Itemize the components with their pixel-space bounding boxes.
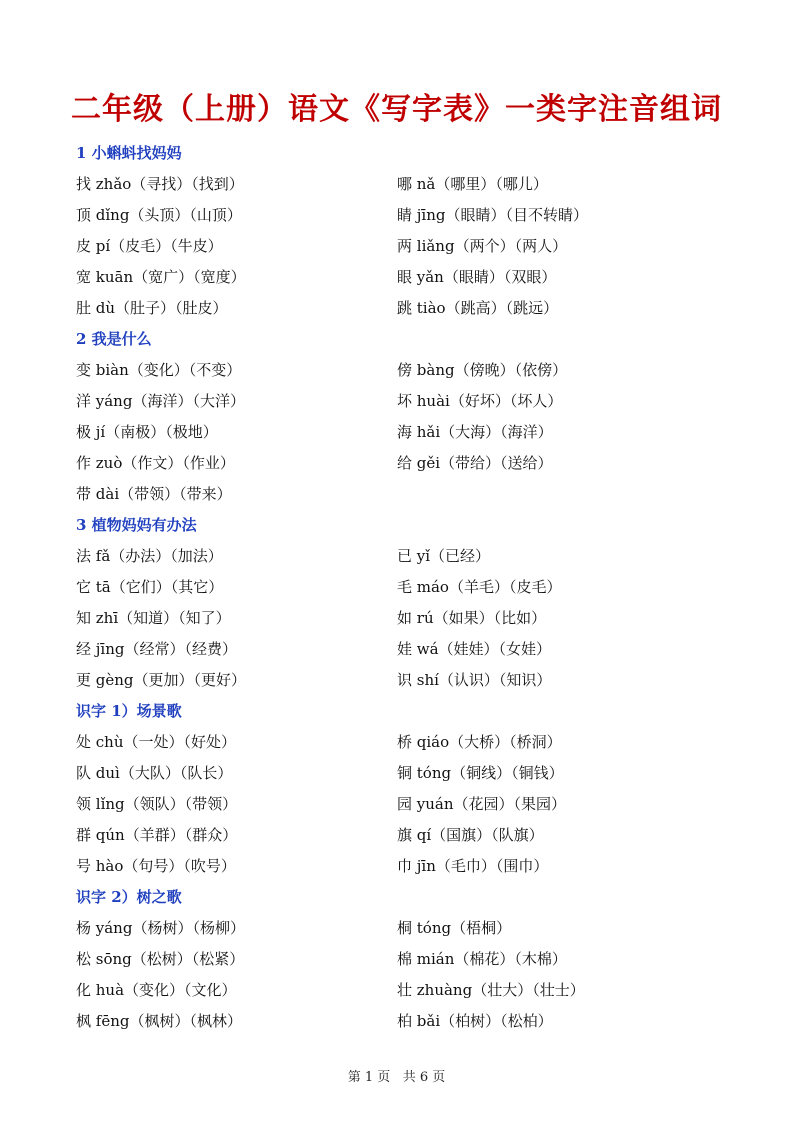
vocabulary-list [76, 138, 766, 1037]
word-row [76, 572, 766, 603]
word-entry: 领 lǐng（领队）（带领） [76, 795, 238, 813]
word-row [76, 603, 766, 634]
word-entry: 经 jīng（经常）（经费） [76, 640, 237, 658]
word-row [76, 231, 766, 262]
word-entry: 坏 huài（好坏）（坏人） [397, 392, 563, 410]
section-title: 识字 2）树之歌 [76, 888, 182, 906]
word-entry: 桥 qiáo（大桥）（桥洞） [397, 733, 562, 751]
page-footer: 第 1 页 共 6 页 [347, 1070, 446, 1085]
word-entry: 变 biàn（变化）（不变） [76, 361, 242, 379]
word-entry: 队 duì（大队）（队长） [76, 764, 233, 782]
word-entry [397, 479, 718, 510]
word-entry: 给 gěi（带给）（送给） [397, 454, 553, 472]
word-entry: 群 qún（羊群）（群众） [76, 826, 238, 844]
word-entry: 园 yuán（花园）（果园） [397, 795, 567, 813]
word-entry: 跳 tiào（跳高）（跳远） [397, 299, 559, 317]
word-entry: 已 yǐ（已经） [397, 547, 491, 565]
word-entry: 铜 tóng（铜线）（铜钱） [397, 764, 564, 782]
word-entry: 顶 dǐng（头顶）（山顶） [76, 206, 242, 224]
word-entry: 巾 jīn（毛巾）（围巾） [397, 857, 549, 875]
word-entry: 毛 máo（羊毛）（皮毛） [397, 578, 562, 596]
word-entry: 洋 yáng（海洋）（大洋） [76, 392, 245, 410]
word-entry: 如 rú（如果）（比如） [397, 609, 547, 627]
word-entry: 眼 yǎn（眼睛）（双眼） [397, 268, 557, 286]
word-entry: 处 chù（一处）（好处） [76, 733, 236, 751]
word-entry: 松 sōng（松树）（松紧） [76, 950, 245, 968]
word-entry: 柏 bǎi（柏树）（松柏） [397, 1012, 553, 1030]
word-row [76, 758, 766, 789]
word-entry: 极 jí（南极）（极地） [76, 423, 218, 441]
word-entry: 更 gèng（更加）（更好） [76, 671, 247, 689]
word-entry: 枫 fēng（枫树）（枫林） [76, 1012, 242, 1030]
section-title: 3 植物妈妈有办法 [76, 516, 197, 534]
word-entry: 知 zhī（知道）（知了） [76, 609, 231, 627]
word-entry: 旗 qí（国旗）（队旗） [397, 826, 544, 844]
word-row [76, 851, 766, 882]
word-entry: 号 hào（句号）（吹号） [76, 857, 236, 875]
word-row [76, 262, 766, 293]
section-title: 识字 1）场景歌 [76, 702, 182, 720]
word-row [76, 386, 766, 417]
word-row [76, 541, 766, 572]
word-entry: 杨 yáng（杨树）（杨柳） [76, 919, 245, 937]
word-entry: 法 fǎ（办法）（加法） [76, 547, 223, 565]
word-entry: 宽 kuān（宽广）（宽度） [76, 268, 246, 286]
word-row [76, 479, 766, 510]
section-title: 2 我是什么 [76, 330, 152, 348]
word-entry: 哪 nǎ（哪里）（哪儿） [397, 175, 548, 193]
word-row [76, 975, 766, 1006]
word-entry: 它 tā（它们）（其它） [76, 578, 224, 596]
word-entry: 皮 pí（皮毛）（牛皮） [76, 237, 223, 255]
word-row [76, 944, 766, 975]
word-row [76, 913, 766, 944]
word-row [76, 417, 766, 448]
word-row [76, 789, 766, 820]
word-entry: 海 hǎi（大海）（海洋） [397, 423, 553, 441]
word-row [76, 355, 766, 386]
word-entry: 识 shí（认识）（知识） [397, 671, 552, 689]
word-row [76, 200, 766, 231]
word-entry: 傍 bàng（傍晚）（依傍） [397, 361, 568, 379]
word-row [76, 1006, 766, 1037]
word-row [76, 448, 766, 479]
word-entry: 肚 dù（肚子）（肚皮） [76, 299, 228, 317]
word-entry: 找 zhǎo（寻找）（找到） [76, 175, 244, 193]
document-title: 二年级（上册）语文《写字表》一类字注音组词 [71, 92, 722, 127]
word-entry: 睛 jīng（眼睛）（目不转睛） [397, 206, 588, 224]
word-entry: 作 zuò（作文）（作业） [76, 454, 235, 472]
word-entry: 带 dài（带领）（带来） [76, 485, 232, 503]
word-row [76, 293, 766, 324]
word-entry: 娃 wá（娃娃）（女娃） [397, 640, 552, 658]
word-row [76, 634, 766, 665]
word-entry: 化 huà（变化）（文化） [76, 981, 237, 999]
word-entry: 棉 mián（棉花）（木棉） [397, 950, 567, 968]
word-entry: 壮 zhuàng（壮大）（壮士） [397, 981, 585, 999]
word-row [76, 820, 766, 851]
word-entry: 桐 tóng（梧桐） [397, 919, 512, 937]
word-row [76, 169, 766, 200]
word-row [76, 727, 766, 758]
section-title: 1 小蝌蚪找妈妈 [76, 144, 182, 162]
word-row [76, 665, 766, 696]
word-entry: 两 liǎng（两个）（两人） [397, 237, 568, 255]
